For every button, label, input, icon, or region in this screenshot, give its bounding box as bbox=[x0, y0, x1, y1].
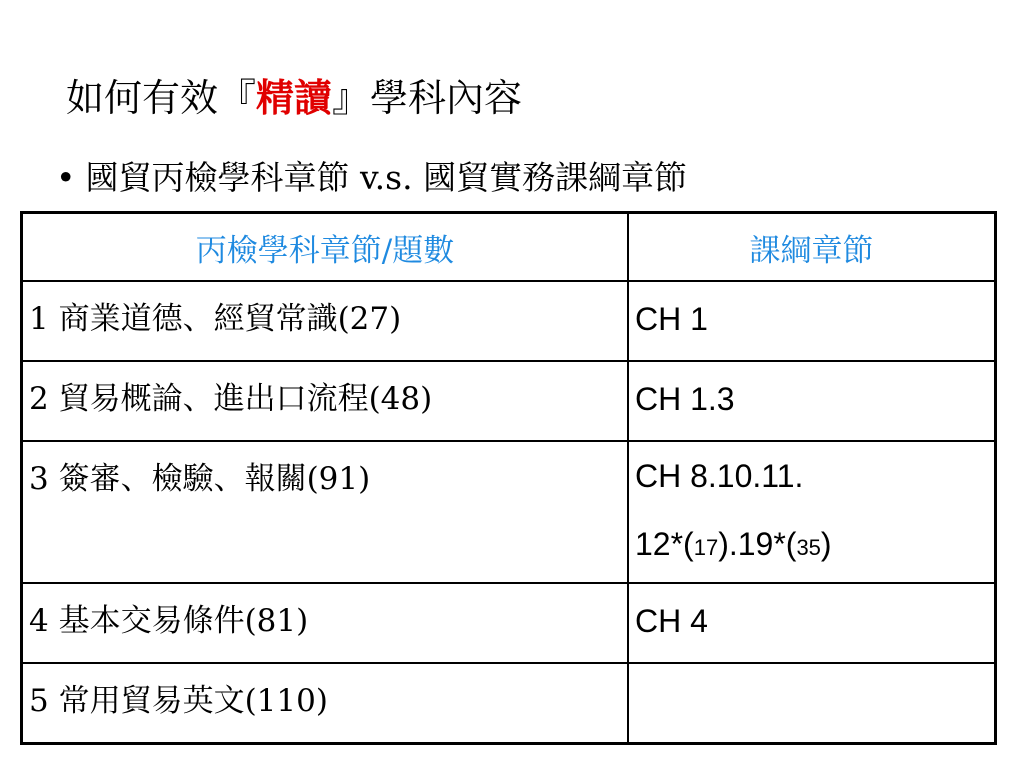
curriculum-line-2-part: ).19*( bbox=[718, 526, 797, 562]
row-exam-chapter: 4 基本交易條件(81) bbox=[22, 583, 629, 663]
row-exam-chapter: 1 商業道德、經貿常識(27) bbox=[22, 281, 629, 361]
row-curriculum-chapter bbox=[628, 441, 996, 583]
title-prefix: 如何有效『 bbox=[66, 76, 257, 120]
curriculum-line-2-part: ) bbox=[820, 526, 832, 562]
row-curriculum-chapter bbox=[628, 663, 996, 743]
table-row bbox=[22, 361, 996, 441]
table-row bbox=[22, 583, 996, 663]
slide-title bbox=[66, 68, 522, 128]
title-highlight: 精讀 bbox=[256, 75, 333, 120]
bullet-point bbox=[56, 150, 687, 206]
bullet-text: 國貿丙檢學科章節 v.s. 國貿實務課綱章節 bbox=[85, 158, 688, 197]
curriculum-line-2-small: 17 bbox=[693, 535, 719, 560]
table-row bbox=[22, 281, 996, 361]
table-header-row bbox=[22, 213, 996, 282]
row-curriculum-chapter: CH 4 bbox=[628, 583, 996, 663]
row-curriculum-chapter: CH 1.3 bbox=[628, 361, 996, 441]
chapter-mapping-table bbox=[20, 211, 997, 745]
row-curriculum-chapter: CH 1 bbox=[628, 281, 996, 361]
title-suffix: 』學科內容 bbox=[332, 76, 523, 120]
curriculum-line-1: CH 8.10.11. bbox=[635, 458, 804, 494]
curriculum-line-2 bbox=[635, 510, 988, 582]
header-exam-chapters: 丙檢學科章節/題數 bbox=[22, 213, 629, 282]
curriculum-line-2-small: 35 bbox=[796, 535, 821, 560]
row-exam-chapter: 3 簽審、檢驗、報關(91) bbox=[22, 441, 629, 583]
bullet-dot-icon: • bbox=[56, 158, 76, 197]
table-row bbox=[22, 663, 996, 743]
row-exam-chapter: 2 貿易概論、進出口流程(48) bbox=[22, 361, 629, 441]
table-row bbox=[22, 441, 996, 583]
header-curriculum-chapters: 課綱章節 bbox=[628, 213, 996, 282]
curriculum-line-2-part: 12*( bbox=[635, 526, 694, 562]
row-exam-chapter: 5 常用貿易英文(110) bbox=[22, 663, 629, 743]
